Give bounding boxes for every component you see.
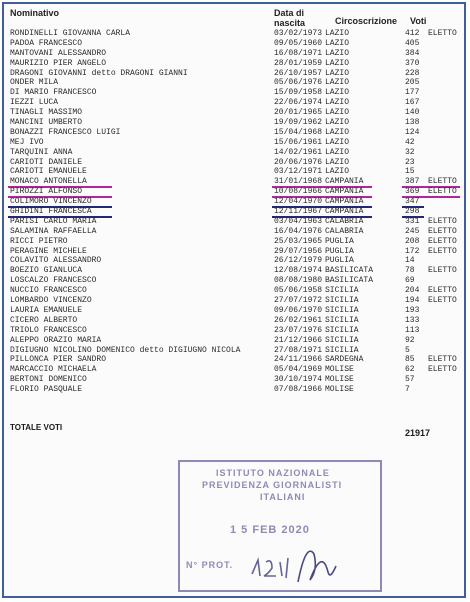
cell-region: LAZIO [325, 167, 350, 177]
cell-votes: 14 [405, 256, 415, 266]
cell-votes: 124 [405, 127, 420, 137]
table-row [4, 98, 464, 108]
cell-name: COLIMORO VINCENZO [10, 197, 92, 207]
cell-votes: 23 [405, 157, 415, 167]
cell-votes: 78 [405, 266, 415, 276]
cell-name: ONDER MILA [10, 78, 59, 88]
cell-date: 05/06/1958 [274, 286, 323, 296]
handwritten-signature-icon [180, 462, 380, 590]
cell-date: 20/06/1976 [274, 157, 323, 167]
cell-date: 24/11/1966 [274, 355, 323, 365]
cell-status: ELETTO [428, 226, 457, 236]
cell-date: 27/07/1972 [274, 296, 323, 306]
table-row [4, 266, 464, 276]
cell-status: ELETTO [428, 365, 457, 375]
cell-date: 03/04/1963 [274, 216, 323, 226]
cell-name: MARCACCIO MICHAELA [10, 365, 97, 375]
table-row [4, 247, 464, 257]
document-page [4, 4, 464, 596]
cell-date: 26/12/1979 [274, 256, 323, 266]
cell-status: ELETTO [428, 286, 457, 296]
cell-date: 12/11/1967 [274, 207, 323, 217]
cell-name: BONAZZI FRANCESCO LUIGI [10, 127, 121, 137]
table-row [4, 177, 464, 187]
cell-votes: 133 [405, 315, 420, 325]
cell-region: LAZIO [325, 108, 350, 118]
cell-status: ELETTO [428, 177, 457, 187]
cell-status: ELETTO [428, 236, 457, 246]
cell-votes: 193 [405, 305, 420, 315]
cell-name: FLORIO PASQUALE [10, 385, 83, 395]
cell-status: ELETTO [428, 266, 457, 276]
table-row [4, 167, 464, 177]
cell-date: 08/08/1980 [274, 276, 323, 286]
cell-region: CAMPANIA [325, 177, 364, 187]
cell-name: NUCCIO FRANCESCO [10, 286, 87, 296]
table-row [4, 138, 464, 148]
cell-name: CARIOTI EMANUELE [10, 167, 87, 177]
cell-region: LAZIO [325, 48, 350, 58]
table-row [4, 346, 464, 356]
cell-region: MOLISE [325, 365, 354, 375]
cell-date: 31/01/1968 [274, 177, 323, 187]
cell-votes: 42 [405, 137, 415, 147]
cell-region: SICILIA [325, 305, 359, 315]
cell-region: MOLISE [325, 375, 354, 385]
cell-name: IEZZI LUCA [10, 98, 59, 108]
cell-date: 21/12/1966 [274, 335, 323, 345]
table-row [4, 306, 464, 316]
cell-votes: 85 [405, 355, 415, 365]
table-row [4, 286, 464, 296]
cell-region: LAZIO [325, 88, 350, 98]
cell-name: DI MARIO FRANCESCO [10, 88, 97, 98]
table-row [4, 326, 464, 336]
cell-region: LAZIO [325, 58, 350, 68]
cell-date: 12/04/1970 [274, 197, 323, 207]
cell-name: MAURIZIO PIER ANGELO [10, 58, 107, 68]
cell-region: LAZIO [325, 157, 350, 167]
cell-votes: 331 [405, 216, 420, 226]
cell-name: PADOA FRANCESCO [10, 38, 83, 48]
cell-votes: 384 [405, 48, 420, 58]
cell-region: LAZIO [325, 98, 350, 108]
cell-votes: 92 [405, 335, 415, 345]
cell-date: 05/06/1976 [274, 78, 323, 88]
table-row [4, 316, 464, 326]
cell-name: DIGIUGNO NICOLINO DOMENICO detto DIGIUGNO NICOLA [10, 345, 241, 355]
cell-date: 05/04/1969 [274, 365, 323, 375]
cell-status: ELETTO [428, 216, 457, 226]
cell-votes: 32 [405, 147, 415, 157]
cell-votes: 113 [405, 325, 420, 335]
cell-date: 09/06/1970 [274, 305, 323, 315]
cell-votes: 62 [405, 365, 415, 375]
cell-votes: 177 [405, 88, 420, 98]
cell-name: TRIOLO FRANCESCO [10, 325, 87, 335]
table-row [4, 197, 464, 207]
cell-status: ELETTO [428, 187, 457, 197]
cell-region: SICILIA [325, 296, 359, 306]
table-row [4, 108, 464, 118]
results-table [4, 29, 464, 395]
cell-name: CARIOTI DANIELE [10, 157, 83, 167]
cell-name: TARQUINI ANNA [10, 147, 73, 157]
cell-votes: 140 [405, 108, 420, 118]
total-value: 21917 [405, 428, 431, 438]
table-row [4, 29, 464, 39]
cell-name: PARISI CARLO MARIA [10, 216, 97, 226]
cell-region: LAZIO [325, 68, 350, 78]
cell-name: MEJ IVO [10, 137, 44, 147]
table-row [4, 88, 464, 98]
cell-date: 03/02/1973 [274, 29, 323, 38]
cell-region: BASILICATA [325, 266, 374, 276]
table-row [4, 237, 464, 247]
cell-date: 28/01/1959 [274, 58, 323, 68]
total-label: TOTALE VOTI [10, 423, 63, 432]
cell-date: 22/06/1974 [274, 98, 323, 108]
cell-region: CALABRIA [325, 226, 364, 236]
cell-date: 15/06/1961 [274, 137, 323, 147]
cell-name: DRAGONI GIOVANNI detto DRAGONI GIANNI [10, 68, 188, 78]
cell-date: 29/07/1956 [274, 246, 323, 256]
cell-votes: 387 [405, 177, 420, 187]
cell-votes: 7 [405, 385, 410, 395]
table-row [4, 187, 464, 197]
cell-votes: 138 [405, 118, 420, 128]
cell-name: SALAMINA RAFFAELLA [10, 226, 97, 236]
cell-name: PERAGINE MICHELE [10, 246, 87, 256]
cell-region: CALABRIA [325, 216, 364, 226]
cell-date: 09/05/1960 [274, 38, 323, 48]
cell-name: PIROZZI ALFONSO [10, 187, 83, 197]
document-frame [2, 2, 466, 598]
cell-date: 23/07/1976 [274, 325, 323, 335]
cell-date: 07/08/1966 [274, 385, 323, 395]
cell-name: MONACO ANTONELLA [10, 177, 87, 187]
cell-votes: 5 [405, 345, 410, 355]
cell-region: LAZIO [325, 118, 350, 128]
cell-region: PUGLIA [325, 246, 354, 256]
table-row [4, 39, 464, 49]
cell-region: LAZIO [325, 147, 350, 157]
cell-status: ELETTO [428, 296, 457, 306]
cell-votes: 245 [405, 226, 420, 236]
table-row [4, 296, 464, 306]
table-row [4, 355, 464, 365]
cell-name: LAURIA EMANUELE [10, 305, 83, 315]
cell-date: 19/09/1962 [274, 118, 323, 128]
cell-name: RONDINELLI GIOVANNA CARLA [10, 29, 131, 38]
cell-status: ELETTO [428, 29, 457, 38]
table-row [4, 217, 464, 227]
cell-votes: 228 [405, 68, 420, 78]
header-date [274, 8, 305, 28]
header-date-line1: Data di [274, 8, 305, 18]
table-row [4, 158, 464, 168]
table-row [4, 59, 464, 69]
cell-votes: 347 [405, 197, 420, 207]
cell-date: 12/08/1974 [274, 266, 323, 276]
cell-name: BERTONI DOMENICO [10, 375, 87, 385]
table-row [4, 365, 464, 375]
cell-name: RICCI PIETRO [10, 236, 68, 246]
table-row [4, 207, 464, 217]
cell-region: SARDEGNA [325, 355, 364, 365]
cell-name: PILLONCA PIER SANDRO [10, 355, 107, 365]
cell-status: ELETTO [428, 355, 457, 365]
cell-votes: 208 [405, 236, 420, 246]
cell-votes: 370 [405, 58, 420, 68]
cell-votes: 412 [405, 29, 420, 38]
cell-votes: 298 [405, 207, 420, 217]
table-row [4, 375, 464, 385]
cell-name: CICERO ALBERTO [10, 315, 78, 325]
table-row [4, 49, 464, 59]
cell-status: ELETTO [428, 246, 457, 256]
table-row [4, 385, 464, 395]
cell-votes: 57 [405, 375, 415, 385]
cell-votes: 15 [405, 167, 415, 177]
cell-region: LAZIO [325, 29, 350, 38]
cell-votes: 205 [405, 78, 420, 88]
cell-region: CAMPANIA [325, 207, 364, 217]
cell-date: 14/02/1961 [274, 147, 323, 157]
cell-region: PUGLIA [325, 236, 354, 246]
table-row [4, 336, 464, 346]
cell-name: GHIDINI FRANCESCA [10, 207, 92, 217]
table-row [4, 78, 464, 88]
cell-region: LAZIO [325, 137, 350, 147]
stamp-line3: ITALIANI [260, 492, 306, 502]
cell-region: CAMPANIA [325, 187, 364, 197]
cell-name: MANTOVANI ALESSANDRO [10, 48, 107, 58]
cell-date: 26/02/1961 [274, 315, 323, 325]
cell-date: 15/09/1958 [274, 88, 323, 98]
cell-name: BOEZIO GIANLUCA [10, 266, 83, 276]
header-date-line2: nascita [274, 18, 306, 28]
stamp-line2: PREVIDENZA GIORNALISTI [202, 480, 343, 490]
cell-name: LOMBARDO VINCENZO [10, 296, 92, 306]
table-row [4, 69, 464, 79]
cell-name: ALEPPO ORAZIO MARIA [10, 335, 102, 345]
cell-votes: 194 [405, 296, 420, 306]
header-region: Circoscrizione [335, 16, 398, 26]
cell-region: SICILIA [325, 345, 359, 355]
cell-region: LAZIO [325, 38, 350, 48]
cell-region: SICILIA [325, 335, 359, 345]
cell-region: LAZIO [325, 127, 350, 137]
cell-region: PUGLIA [325, 256, 354, 266]
table-row [4, 227, 464, 237]
header-votes: Voti [410, 16, 427, 26]
cell-date: 03/12/1971 [274, 167, 323, 177]
table-row [4, 276, 464, 286]
cell-region: LAZIO [325, 78, 350, 88]
cell-date: 30/10/1974 [274, 375, 323, 385]
cell-region: CAMPANIA [325, 197, 364, 207]
cell-name: LOSCALZO FRANCESCO [10, 276, 97, 286]
cell-date: 16/08/1971 [274, 48, 323, 58]
cell-region: SICILIA [325, 315, 359, 325]
official-stamp [178, 460, 382, 592]
cell-votes: 69 [405, 276, 415, 286]
cell-date: 27/08/1971 [274, 345, 323, 355]
cell-name: TINAGLI MASSIMO [10, 108, 83, 118]
cell-date: 10/08/1966 [274, 187, 323, 197]
cell-date: 16/04/1976 [274, 226, 323, 236]
cell-region: BASILICATA [325, 276, 374, 286]
stamp-line1: ISTITUTO NAZIONALE [216, 468, 330, 478]
cell-date: 20/01/1965 [274, 108, 323, 118]
cell-votes: 167 [405, 98, 420, 108]
cell-votes: 172 [405, 246, 420, 256]
cell-votes: 204 [405, 286, 420, 296]
cell-date: 25/03/1965 [274, 236, 323, 246]
cell-date: 15/04/1968 [274, 127, 323, 137]
table-row [4, 256, 464, 266]
table-row [4, 128, 464, 138]
cell-votes: 369 [405, 187, 420, 197]
cell-region: SICILIA [325, 325, 359, 335]
cell-votes: 405 [405, 38, 420, 48]
cell-name: MANCINI UMBERTO [10, 118, 83, 128]
table-row [4, 148, 464, 158]
cell-name: COLAVITO ALESSANDRO [10, 256, 102, 266]
header-name: Nominativo [10, 8, 60, 18]
table-row [4, 118, 464, 128]
cell-region: SICILIA [325, 286, 359, 296]
cell-date: 26/10/1957 [274, 68, 323, 78]
stamp-protocol: N° PROT. [186, 560, 234, 570]
stamp-date: 1 5 FEB 2020 [230, 524, 310, 536]
cell-region: MOLISE [325, 385, 354, 395]
